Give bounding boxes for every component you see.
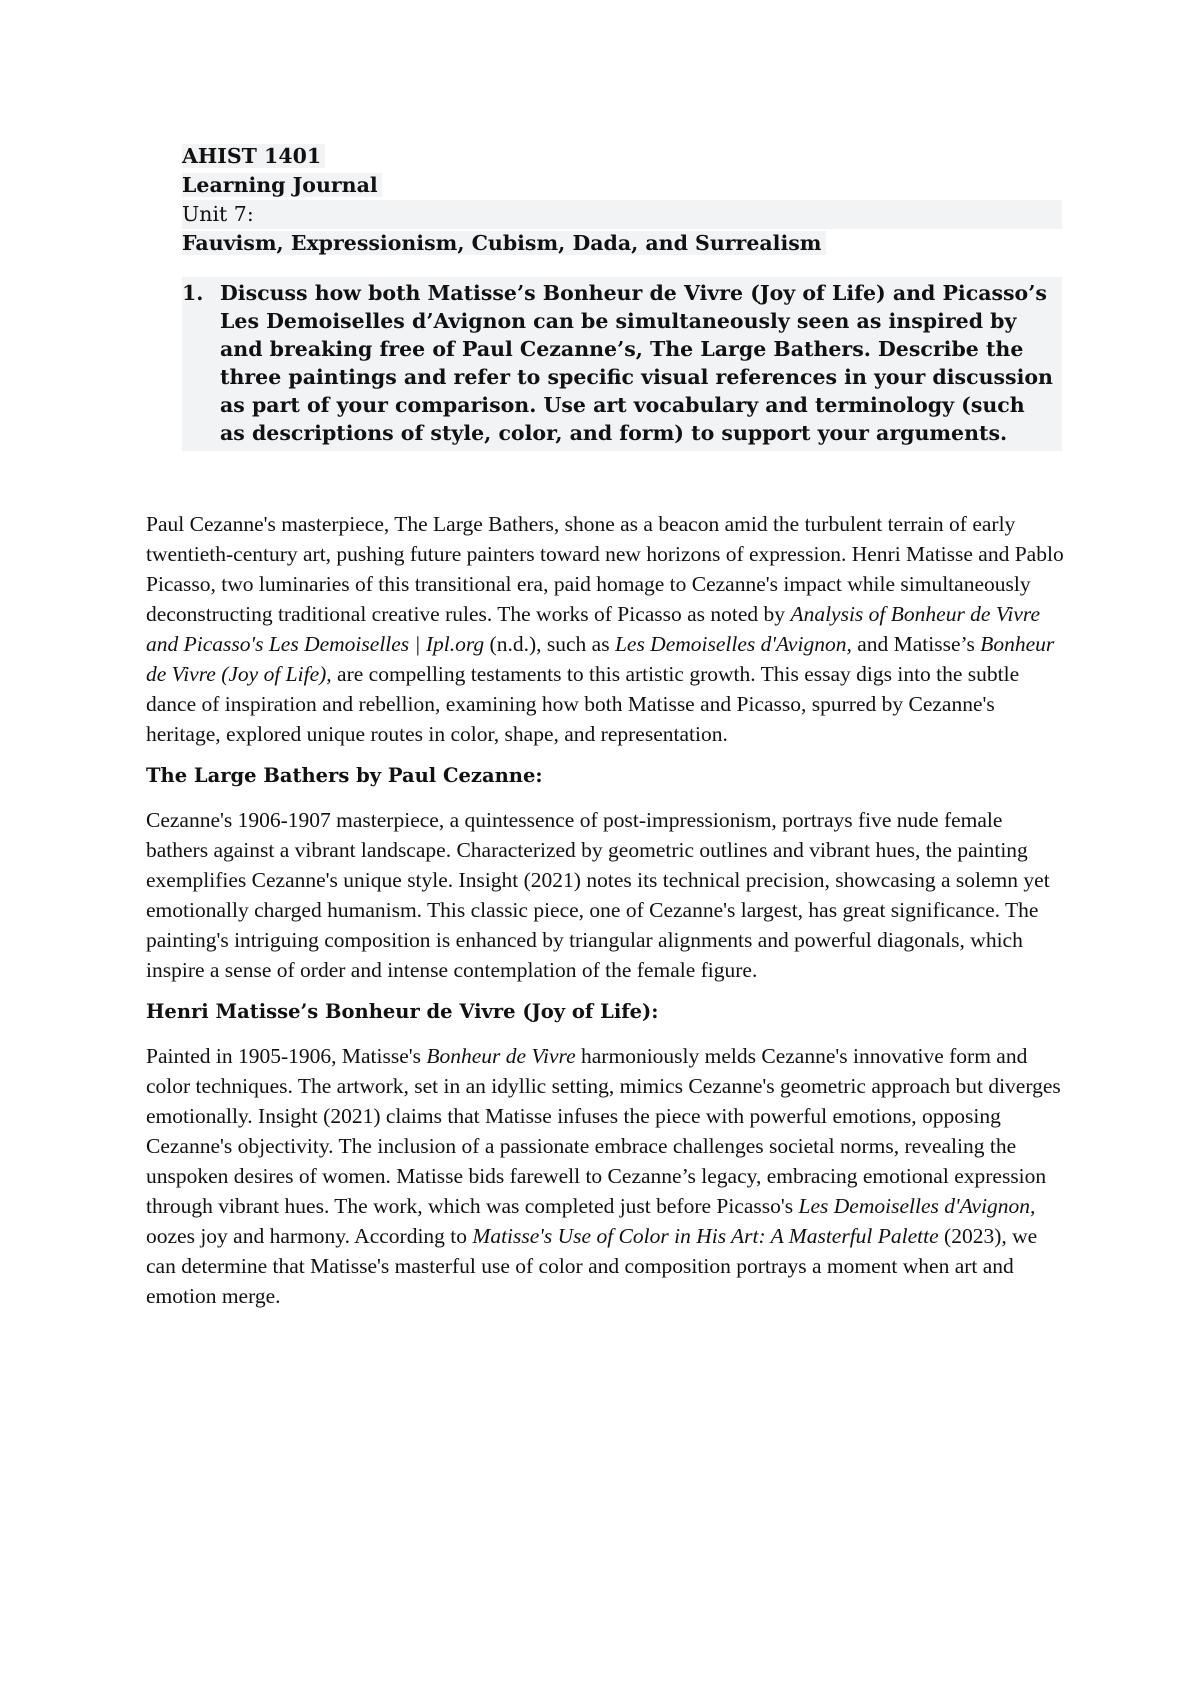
intro-citation: Analysis of Bonheur de Vivre and Picasso's Les Demoiselles | Ipl.org xyxy=(146,602,1041,656)
unit-label: Unit 7: xyxy=(182,200,260,229)
section2-text-4: (2023), we can determine that Matisse's masterful use of color and composition portrays a moment when art and emotion merge. xyxy=(146,1224,1038,1308)
course-code: AHIST 1401 xyxy=(182,144,325,168)
assignment-header xyxy=(182,142,1062,451)
unit-line xyxy=(182,200,1062,229)
question-block xyxy=(182,277,1062,451)
section2-paragraph xyxy=(146,1041,1066,1311)
section2-text-2: harmoniously melds Cezanne's innovative form and color techniques. The artwork, set in an idyllic setting, mimics Cezanne's geometric approach but diverges emotionally. Insight (2021) claims that Matisse infuses the piece with powerful emotions, opposing Cezanne's objectivity. The inclusion of a passionate embrace challenges societal norms, revealing the unspoken desires of women. Matisse bids farewell to Cezanne’s legacy, embracing emotional expression through vibrant hues. The work, which was completed just before Picasso's xyxy=(146,1044,1061,1218)
question-number: 1. xyxy=(182,281,204,305)
intro-text-3: and Matisse’s xyxy=(851,632,981,656)
unit-fill xyxy=(260,200,1062,229)
course-line xyxy=(182,142,1062,171)
section1-paragraph: Cezanne's 1906-1907 masterpiece, a quintessence of post-impressionism, portrays five nude female bathers against a vibrant landscape. Characterized by geometric outlines and vibrant hues, the painting exemplifies Cezanne's unique style. Insight (2021) notes its technical precision, showcasing a solemn yet emotionally charged humanism. This classic piece, one of Cezanne's largest, has great significance. The painting's intriguing composition is enhanced by triangular alignments and powerful diagonals, which inspire a sense of order and intense contemplation of the female figure. xyxy=(146,808,1050,982)
unit-topic: Fauvism, Expressionism, Cubism, Dada, and Surrealism xyxy=(182,231,826,255)
section2-work-title-1: Bonheur de Vivre xyxy=(426,1044,576,1068)
intro-work-title-1: Les Demoiselles d'Avignon, xyxy=(614,632,852,656)
intro-paragraph xyxy=(146,509,1066,749)
question-text: Discuss how both Matisse’s Bonheur de Vivre (Joy of Life) and Picasso’s Les Demoiselles d’Avignon can be simultaneously seen as inspired by and breaking free of Paul Cezanne’s, The Large Bathers. Describe the three paintings and refer to specific visual references in your discussion as part of your comparison. Use art vocabulary and terminology (such as descriptions of style, color, and form) to support your arguments. xyxy=(220,281,1053,445)
section1-heading: The Large Bathers by Paul Cezanne: xyxy=(146,764,543,787)
intro-work-title-2: Bonheur de Vivre (Joy of Life), xyxy=(146,632,1055,686)
intro-text-4: are compelling testaments to this artistic growth. This essay digs into the subtle dance of inspiration and rebellion, examining how both Matisse and Picasso, spurred by Cezanne's heritage, explored unique routes in color, shape, and representation. xyxy=(146,662,1020,746)
doc-type-line xyxy=(182,171,1062,200)
section2-citation: Matisse's Use of Color in His Art: A Masterful Palette xyxy=(472,1224,939,1248)
topic-line xyxy=(182,229,1062,258)
section2-text-1: Painted in 1905-1906, Matisse's xyxy=(146,1044,427,1068)
section2-heading: Henri Matisse’s Bonheur de Vivre (Joy of Life): xyxy=(146,1000,659,1023)
section2-work-title-2: Les Demoiselles d'Avignon, xyxy=(798,1194,1036,1218)
doc-type: Learning Journal xyxy=(182,173,382,197)
essay-body xyxy=(146,509,1066,1323)
intro-text-1: Paul Cezanne's masterpiece, The Large Bathers, shone as a beacon amid the turbulent terrain of early twentieth-century art, pushing future painters toward new horizons of expression. Henri Matisse and Pablo Picasso, two luminaries of this transitional era, paid homage to Cezanne's impact while simultaneously deconstructing traditional creative rules. The works of Picasso as noted by xyxy=(146,512,1064,626)
section2-text-3: oozes joy and harmony. According to xyxy=(146,1224,473,1248)
intro-text-2: (n.d.), such as xyxy=(484,632,615,656)
